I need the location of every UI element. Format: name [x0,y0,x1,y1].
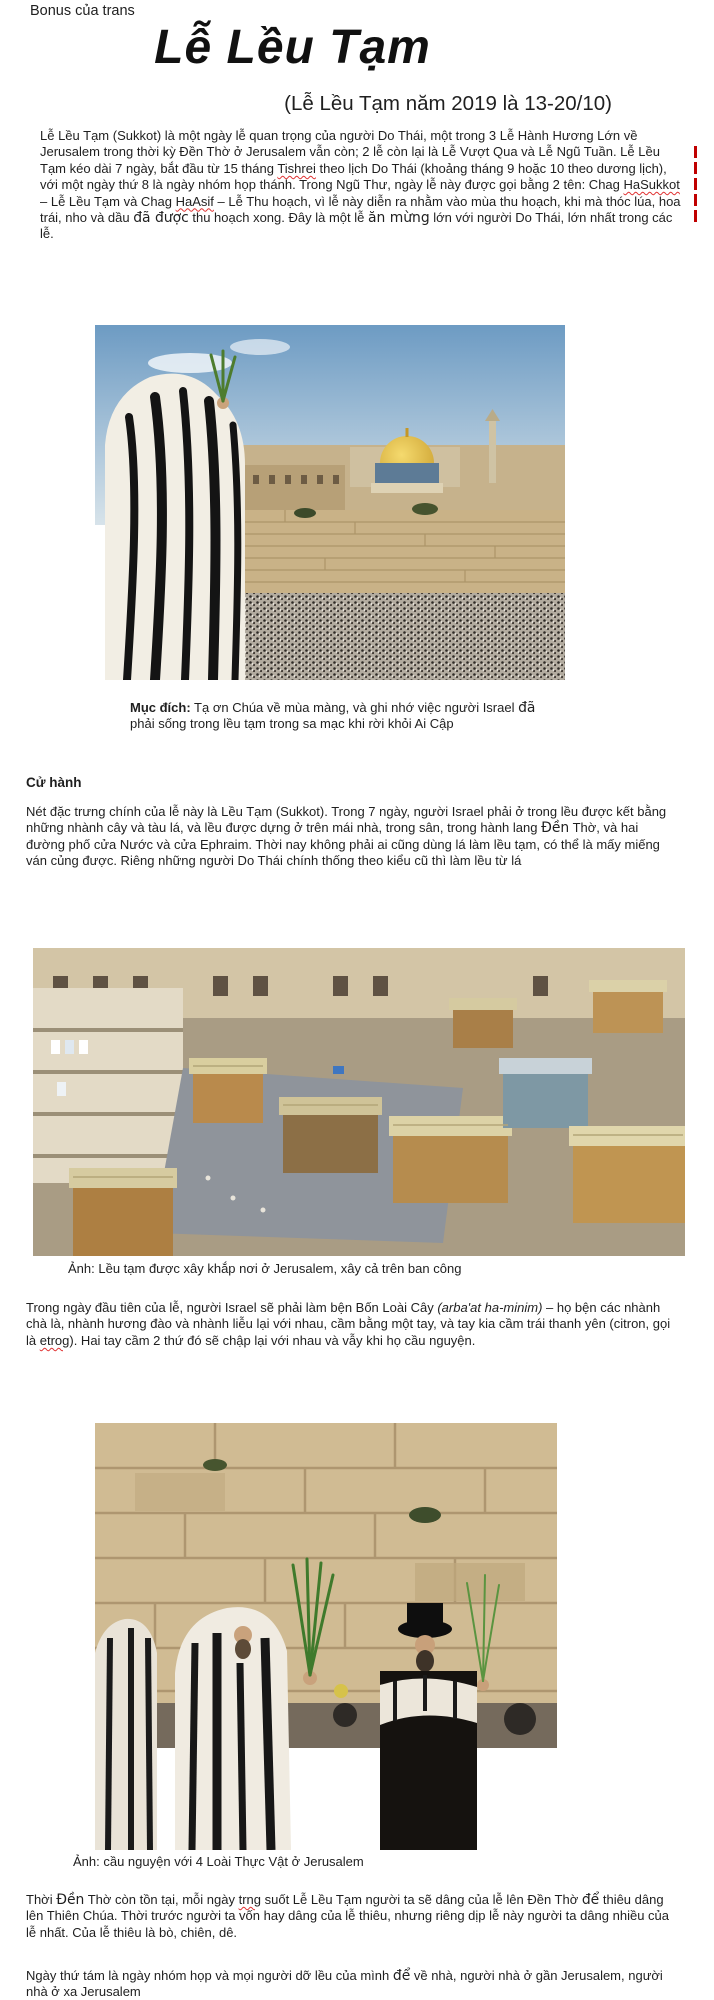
text-segment: về nhà, người nhà ở gần Jerusalem, người nhà ở xa Jerusalem [26,1968,663,2000]
minaret [489,421,496,483]
wall-plant [412,503,438,515]
text-segment: Ảnh: Lều tạm được xây khắp nơi ở Jerusalem, xây cả trên ban công [68,1261,462,1276]
text-segment: lớn với người Do Thái, lớn nhất trong các lễ. [40,210,673,242]
text-segment: trng [238,1892,261,1907]
blue-tarp [333,1066,344,1074]
photo3-caption [73,1854,493,1870]
text-segment: HaSukkot [623,177,680,193]
text-segment: – Lễ Lều Tạm và Chag [40,193,176,209]
beard [416,1650,434,1672]
beard [235,1639,251,1659]
weathered-stone [135,1473,225,1511]
text-segment: Trong ngày đầu tiên của lễ, người Israel sẽ phải làm bện Bốn Loài Cây [26,1300,438,1315]
western-wall-illustration [95,325,565,680]
prayer-illustration [95,1423,557,1850]
text-segment: để [392,1968,411,1984]
text-segment: phải sống trong lều tạm trong sa mạc khi rời khỏi Ai Cập [130,716,454,732]
wall-plant [294,508,316,518]
paragraph-intro [40,128,688,243]
text-segment: Thời [26,1892,57,1907]
revision-mark [694,178,697,190]
revision-mark [694,194,697,206]
cloud [148,353,232,373]
text-segment: đã được [133,210,189,227]
text-segment: – Lễ Thu hoạch, vì lễ này diễn ra nhằm vào mùa thu hoạch, khi mà thóc lúa, hoa trái, nho và dầu [40,193,681,226]
paragraph-temple [26,1892,681,1941]
text-segment: để [581,1892,600,1908]
photo1-caption [130,700,544,733]
photo2-caption [68,1261,628,1277]
paragraph-eighth-day [26,1968,681,2000]
text-segment: Đền [56,1892,85,1908]
paragraph-celebration [26,804,672,870]
text-segment: Nét đặc trưng chính của lễ này là Lều Tạm (Sukkot). Trong 7 ngày, người Israel phải ở trong lều được kết bằng những nhành cây và tàu lá, và lều được dựng ở trên mái nhà, trong sân, trong hành lang [26,804,667,836]
dome-drum [375,463,439,485]
text-segment: Tishrei [277,160,316,176]
wall-plant [409,1507,441,1523]
text-segment: suốt Lễ Lều Tạm người ta sẽ dâng của lễ lên Đền Thờ [261,1892,582,1907]
apartment-building [33,988,183,1183]
crowd-band [95,1703,557,1748]
cloud [230,339,290,355]
text-segment: đã [518,700,536,716]
black-hat-icon [407,1603,443,1630]
dome-base [371,483,443,493]
text-segment: thiêu dâng lên Thiên Chúa. Thời trước người ta vốn hay dâng của lễ thiêu, nhưng riêng dịp lễ này người ta dâng nhiều của lễ nhất. Của lễ thiêu là bò, chiên, dê. [26,1892,669,1940]
text-segment: thu hoạch xong. Đây là một lễ [188,210,368,226]
text-segment: etrog [39,1332,70,1348]
byline: Bonus của trans [30,3,135,19]
revision-mark [694,210,697,222]
revision-mark [694,146,697,158]
revision-mark [694,162,697,174]
text-segment: Tạ ơn Chúa về mùa màng, và ghi nhớ việc người Israel [190,700,519,715]
text-segment: ). Hai tay cầm 2 thứ đó sẽ chập lại với nhau và vẫy khi họ cầu nguyện. [69,1332,476,1348]
etrog-fruit [334,1684,348,1698]
text-segment: theo lịch Do Thái (khoảng tháng 9 hoặc 10 theo dương lịch), với một ngày thứ 8 là ngày nhóm họp thánh. Trong Ngũ Thư, ngày lễ này được gọi bằng 2 tên: Chag [40,160,667,193]
text-segment: Mục đích: [130,700,191,715]
crowd [245,593,565,680]
text-segment: Thờ, và hai đường phố cửa Nước và cửa Ephraim. Thời nay không phải ai cũng dùng lá làm lều tạm, có thể là mấy miếng ván củng được. Riêng những người Do Thái chính thống theo kiểu cũ thì làm lều từ lá [26,820,660,869]
paragraph-four-species [26,1300,676,1349]
text-segment: Thờ còn tồn tại, mỗi ngày [84,1892,239,1907]
page-title: Lễ Lều Tạm [154,21,431,74]
text-segment: (arba'at ha-minim) [437,1300,543,1315]
text-segment: – họ bện các nhành chà là, nhành hương đào và nhành liễu lại với nhau, cầm bằng một tay, và tay kia cầm trái thanh yên (citron, gọi là [26,1300,671,1348]
text-segment: HaAsif [175,193,214,209]
photo-western-wall [95,325,565,680]
page-subtitle: (Lễ Lều Tạm năm 2019 là 13-20/10) [284,92,612,115]
text-segment: Lễ Lều Tạm (Sukkot) là một ngày lễ quan trọng của người Do Thái, một trong 3 Lễ Hành Hương Lớn về Jerusalem trong thời kỳ Đền Thờ ở Jerusalem vẫn còn; 2 lễ còn lại là Lễ Vượt Qua và Lễ Ngũ Tuần. Lễ Lều Tạm kéo dài 7 ngày, bắt đầu từ 15 tháng [40,128,660,176]
wall-plant [203,1459,227,1471]
buildings [245,465,345,513]
photo-sukkah-booths [33,948,685,1256]
sukkah-city-illustration [33,948,685,1256]
text-segment: Ảnh: cầu nguyện với 4 Loài Thực Vật ở Jerusalem [73,1854,364,1869]
text-segment: ăn mừng [367,210,430,227]
text-segment: Đền [541,820,570,837]
text-segment: Ngày thứ tám là ngày nhóm họp và mọi người dỡ lều của mình [26,1968,393,1983]
photo-four-species-prayer [95,1423,557,1850]
section-heading: Cử hành [26,775,82,790]
